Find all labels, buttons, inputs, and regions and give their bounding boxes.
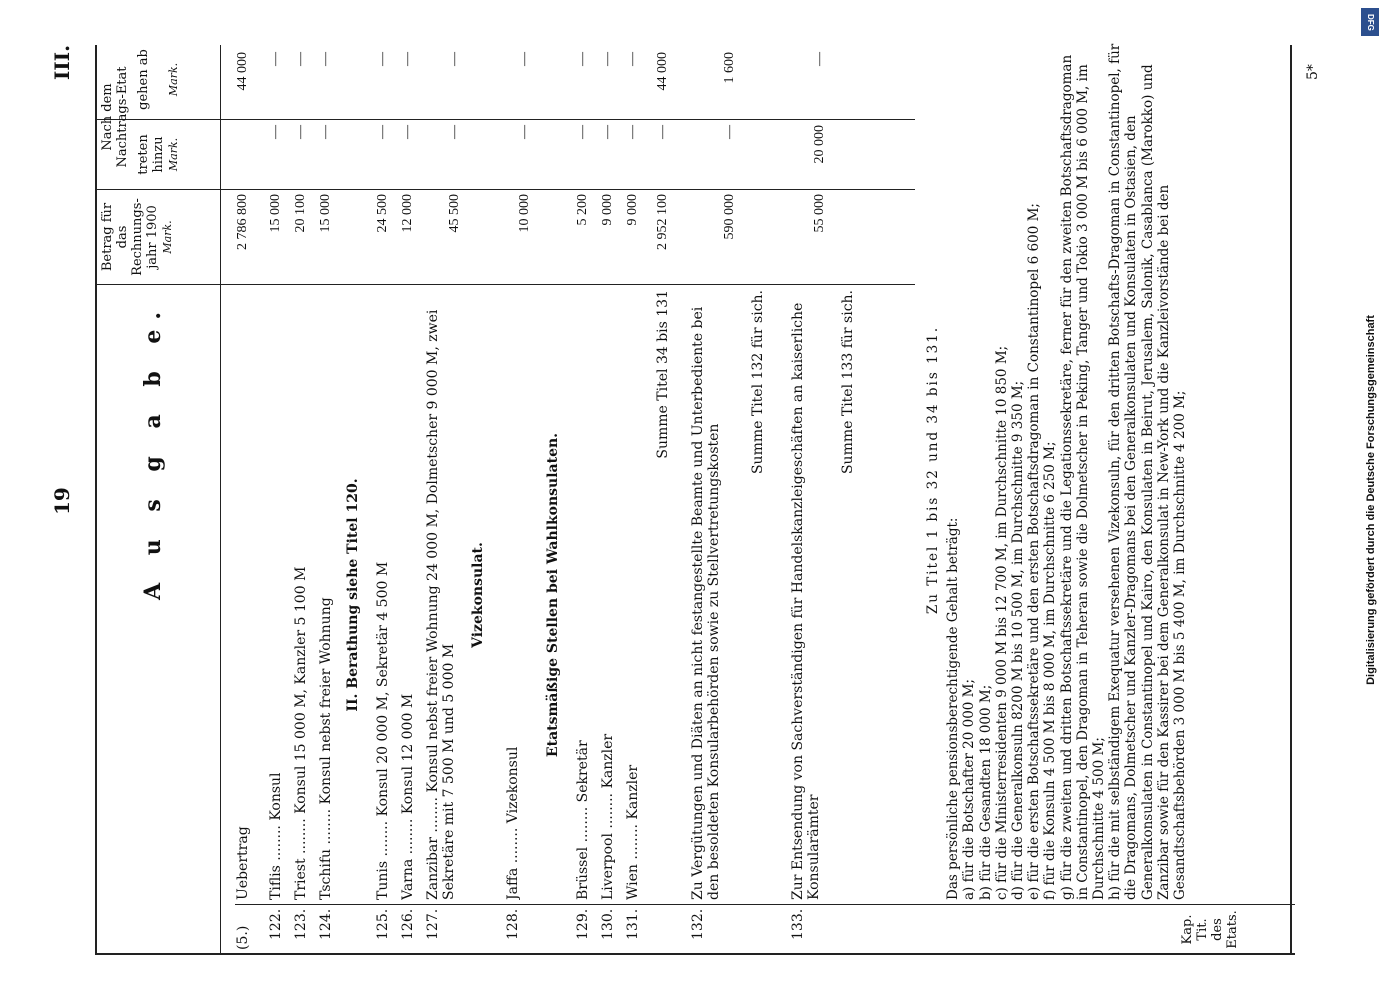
- row-text: Triest ........ Konsul 15 000 M, Kanzler 5 100 M: [293, 566, 309, 900]
- row-hinzu: —: [447, 125, 462, 139]
- row-ab: —: [812, 52, 827, 66]
- row-betrag: 24 500: [375, 194, 390, 233]
- row-betrag: 590 000: [722, 194, 737, 240]
- row-tit: 123.: [293, 908, 309, 940]
- row-text: Zanzibar ........ Konsul nebst freier Wohnung 24 000 M, Dolmetscher 9 000 M, zwei Sekretäre mit 7 500 M und 5 000 M: [425, 309, 457, 900]
- row-ab: —: [293, 52, 308, 66]
- row-ab: —: [575, 52, 590, 66]
- col-rule-ab: [95, 119, 915, 120]
- col-ab-label: gehen ab: [136, 49, 151, 110]
- note-item: c) für die Ministerresidenten 9 000 M bis 12 700 M, im Durchschnitte 10 850 M;: [993, 345, 1010, 900]
- row-subheading: Vizekonsulat.: [470, 542, 486, 648]
- note-item: h) für die mit selbständigem Exequatur versehenen Vizekonsuln, für den dritten Botschafts-Dragoman in Constantinopel, für die Dragomans, Dolmetscher und Kanzler-Dragomans bei den Generalkonsulaten und Konsulaten in Ostasien, den Generalkonsulaten in Constantinopel und Kairo, den Konsulaten in Beirut, Jerusalem, Salonik, Casablanca (Marokko) und Zanzibar sowie für den Kassirer bei dem Generalkonsulat in New-York und die Kanzleivorstände bei den Gesandtschaftsbehörden 3 000 M bis 5 400 M, im Durchschnitte 4 200 M;: [1107, 43, 1189, 900]
- note-item: e) für die ersten Botschaftssekretäre und den ersten Botschaftsdragoman in Constantinopel 6 600 M;: [1026, 203, 1043, 900]
- row-betrag: 55 000: [812, 194, 827, 233]
- row-text: Tunis ........ Konsul 20 000 M, Sekretär 4 500 M: [375, 561, 391, 900]
- note-item: d) für die Generalkonsuln 8200 M bis 10 500 M, im Durchschnitte 9 350 M;: [1010, 380, 1027, 900]
- col-hinzu-label: treten hinzu: [136, 134, 166, 175]
- col-des-etats-label: des Etats.: [1210, 910, 1240, 949]
- top-rule: [95, 45, 97, 955]
- notes-intro: Das persönliche pensionsberechtigende Gehalt beträgt:: [945, 517, 962, 900]
- row-ab: 44 000: [235, 52, 250, 91]
- row-betrag: 9 000: [625, 194, 640, 226]
- row-betrag: 15 000: [268, 194, 283, 233]
- row-hinzu: —: [722, 125, 737, 139]
- row-text: Liverpool ........ Kanzler: [600, 733, 616, 900]
- row-hinzu: —: [293, 125, 308, 139]
- col-betrag-unit: Mark.: [161, 220, 174, 254]
- row-subheading: Summe Titel 132 für sich.: [750, 290, 766, 475]
- row-ab: —: [517, 52, 532, 66]
- row-text: Varna ........ Konsul 12 000 M: [400, 693, 416, 900]
- bottom-rule: [1290, 45, 1292, 955]
- row-betrag: 9 000: [600, 194, 615, 226]
- row-text: Wien ........ Kanzler: [625, 764, 641, 900]
- col-ab-unit: Mark.: [167, 62, 180, 97]
- col-hinzu-unit: Mark.: [167, 137, 180, 172]
- col-head-nach: [100, 47, 181, 187]
- row-betrag: 10 000: [517, 194, 532, 233]
- col-rule-betrag: [95, 284, 915, 285]
- row-ab: 1 600: [722, 52, 737, 84]
- row-ab: —: [400, 52, 415, 66]
- row-subheading: Summe Titel 133 für sich.: [840, 290, 856, 475]
- row-tit: 129.: [575, 908, 591, 940]
- col-tit-label: Tit.: [1195, 918, 1210, 941]
- row-tit: 127.: [425, 908, 441, 940]
- row-hinzu: —: [575, 125, 590, 139]
- note-item: b) für die Gesandten 18 000 M;: [977, 684, 994, 900]
- row-tit: 126.: [400, 908, 416, 940]
- row-tit: 128.: [505, 908, 521, 940]
- footer-mark: 5*: [1305, 64, 1321, 80]
- row-text: Jaffa ........ Vizekonsul: [505, 746, 521, 900]
- row-text: Brüssel ........ Sekretär: [575, 740, 591, 900]
- row-ab: —: [600, 52, 615, 66]
- row-text: Tiflis ........ Konsul: [268, 772, 284, 900]
- row-betrag: 2 952 100: [655, 194, 670, 250]
- row-ab: —: [268, 52, 283, 66]
- row-hinzu: —: [625, 125, 640, 139]
- row-tit: 133.: [790, 908, 806, 940]
- header-rule: [220, 45, 221, 955]
- dfg-logo: DFG: [1361, 8, 1379, 36]
- dfg-sidebar: [1359, 0, 1383, 1000]
- row-text: Uebertrag: [235, 826, 251, 900]
- row-ab: —: [375, 52, 390, 66]
- col-head-betrag: [100, 192, 175, 282]
- note-item: f) für die Konsuln 4 500 M bis 8 000 M, im Durchschnitte 6 250 M;: [1042, 441, 1059, 900]
- row-hinzu: —: [400, 125, 415, 139]
- col-head-kap: [1180, 907, 1240, 952]
- notes-items: [961, 40, 1188, 900]
- row-tit: 131.: [625, 908, 641, 940]
- col-rule-hinzu: [95, 189, 915, 190]
- note-item: a) für die Botschafter 20 000 M;: [961, 678, 978, 900]
- note-item: g) für die zweiten und dritten Botschaftssekretäre und die Legationssekretäre, ferner für den zweiten Botschaftsdragoman in Constantinopel, den Dragoman in Teheran sowie die Dolmetscher in Peking, Tanger und Tokio 3 000 M bis 6 000 M, im Durchschnitte 4 500 M;: [1058, 54, 1108, 900]
- col-kap-label: Kap.: [1180, 914, 1195, 945]
- row-ab: —: [318, 52, 333, 66]
- row-betrag: 12 000: [400, 194, 415, 233]
- row-sum-label: Summe Titel 34 bis 131: [655, 290, 671, 459]
- dfg-credit: Digitalisierung gefördert durch die Deutsche Forschungsgemeinschaft: [1365, 315, 1377, 685]
- row-text: Zu Vergütungen und Diäten an nicht festangestellte Beamte und Unterbediente bei den besoldeten Konsularbehörden sowie zu Stellvertretungskosten: [690, 306, 722, 900]
- row-subheading: Etatsmäßige Stellen bei Wahlkonsulaten.: [545, 432, 561, 758]
- col-betrag-label: Betrag für das Rechnungs-jahr 1900: [100, 198, 160, 276]
- row-hinzu: —: [318, 125, 333, 139]
- notes-block: [925, 40, 1188, 900]
- row-betrag: 2 786 800: [235, 194, 250, 250]
- col-rule-text: [235, 904, 1295, 905]
- row-tit: 125.: [375, 908, 391, 940]
- page-number: 19: [50, 487, 74, 515]
- kap-number: (5.): [235, 925, 251, 950]
- row-hinzu: 20 000: [812, 125, 827, 164]
- row-tit: 130.: [600, 908, 616, 940]
- row-hinzu: —: [655, 125, 670, 139]
- row-text: Tschifu ........ Konsul nebst freier Wohnung: [318, 597, 334, 900]
- row-ab: —: [447, 52, 462, 66]
- row-subheading: II. Berathung siehe Titel 120.: [345, 478, 361, 712]
- row-betrag: 20 100: [293, 194, 308, 233]
- row-betrag: 5 200: [575, 194, 590, 226]
- row-ab: 44 000: [655, 52, 670, 91]
- col-nach-label: Nach dem Nachtrags-Etat: [100, 66, 130, 168]
- row-text: Zur Entsendung von Sachverständigen für Handelskanzleigeschäften an kaiserliche Konsularämter: [790, 302, 822, 900]
- row-hinzu: —: [268, 125, 283, 139]
- row-hinzu: —: [517, 125, 532, 139]
- row-ab: —: [625, 52, 640, 66]
- row-tit: 124.: [318, 908, 334, 940]
- row-hinzu: —: [375, 125, 390, 139]
- col-rule-kap: [95, 953, 1295, 955]
- row-hinzu: —: [600, 125, 615, 139]
- row-betrag: 45 500: [447, 194, 462, 233]
- section-mark: III.: [50, 44, 74, 80]
- row-tit: 122.: [268, 908, 284, 940]
- row-betrag: 15 000: [318, 194, 333, 233]
- table-title: A u s g a b e.: [140, 301, 166, 600]
- notes-heading: Zu Titel 1 bis 32 und 34 bis 131.: [925, 325, 941, 615]
- row-tit: 132.: [690, 908, 706, 940]
